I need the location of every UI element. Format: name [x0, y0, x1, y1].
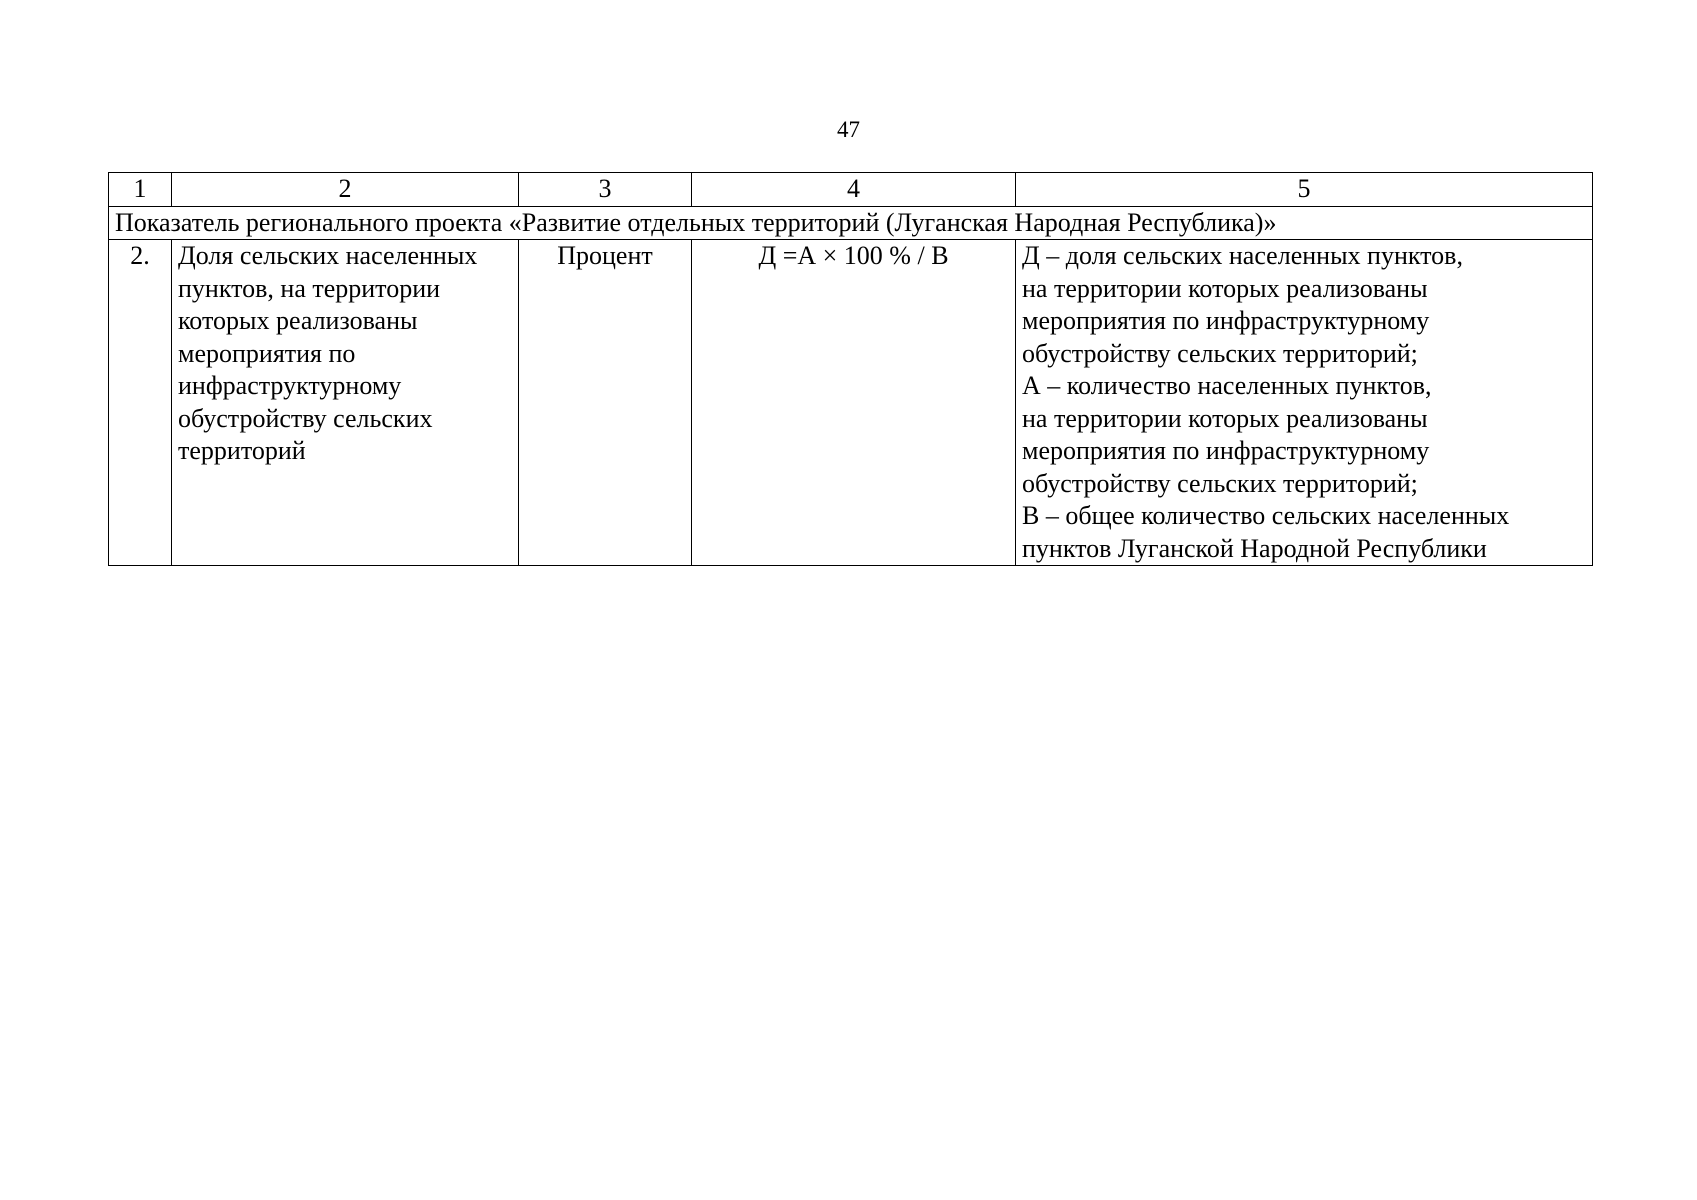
- table-header-row: [109, 173, 1593, 207]
- section-title: Показатель регионального проекта «Развитие отдельных территорий (Луганская Народная Республика)»: [109, 206, 1593, 240]
- unit-of-measure: Процент: [519, 240, 692, 566]
- indicator-name-line: которых реализованы: [178, 306, 418, 335]
- indicator-name-line: обустройству сельских: [178, 403, 433, 433]
- description-line: Д – доля сельских населенных пунктов,: [1022, 241, 1463, 270]
- header-cell-4: 4: [692, 173, 1016, 207]
- table-row: [109, 240, 1593, 566]
- indicator-name: [172, 240, 519, 566]
- description-line: обустройству сельских территорий;: [1022, 338, 1418, 368]
- description-line: В – общее количество сельских населенных: [1022, 501, 1510, 530]
- row-number: 2.: [109, 240, 172, 566]
- description-line: на территории которых реализованы: [1022, 273, 1428, 303]
- header-cell-2: 2: [172, 173, 519, 207]
- indicator-table: [108, 172, 1593, 566]
- header-cell-3: 3: [519, 173, 692, 207]
- formula-description: [1016, 240, 1593, 566]
- indicator-name-line: Доля сельских населенных: [178, 241, 478, 270]
- section-title-row: [109, 206, 1593, 240]
- calculation-formula: Д =А × 100 % / В: [692, 240, 1016, 566]
- description-line: пунктов Луганской Народной Республики: [1022, 533, 1487, 563]
- indicator-name-line: инфраструктурному: [178, 371, 402, 400]
- header-cell-1: 1: [109, 173, 172, 207]
- description-line: обустройству сельских территорий;: [1022, 468, 1418, 498]
- indicator-name-line: пунктов, на территории: [178, 273, 441, 303]
- description-line: мероприятия по инфраструктурному: [1022, 306, 1430, 335]
- page-number: 47: [837, 117, 860, 142]
- description-line: мероприятия по инфраструктурному: [1022, 436, 1430, 465]
- indicator-name-line: мероприятия по: [178, 338, 356, 368]
- header-cell-5: 5: [1016, 173, 1593, 207]
- indicator-name-line: территорий: [178, 436, 306, 465]
- description-line: А – количество населенных пунктов,: [1022, 371, 1432, 400]
- description-line: на территории которых реализованы: [1022, 403, 1428, 433]
